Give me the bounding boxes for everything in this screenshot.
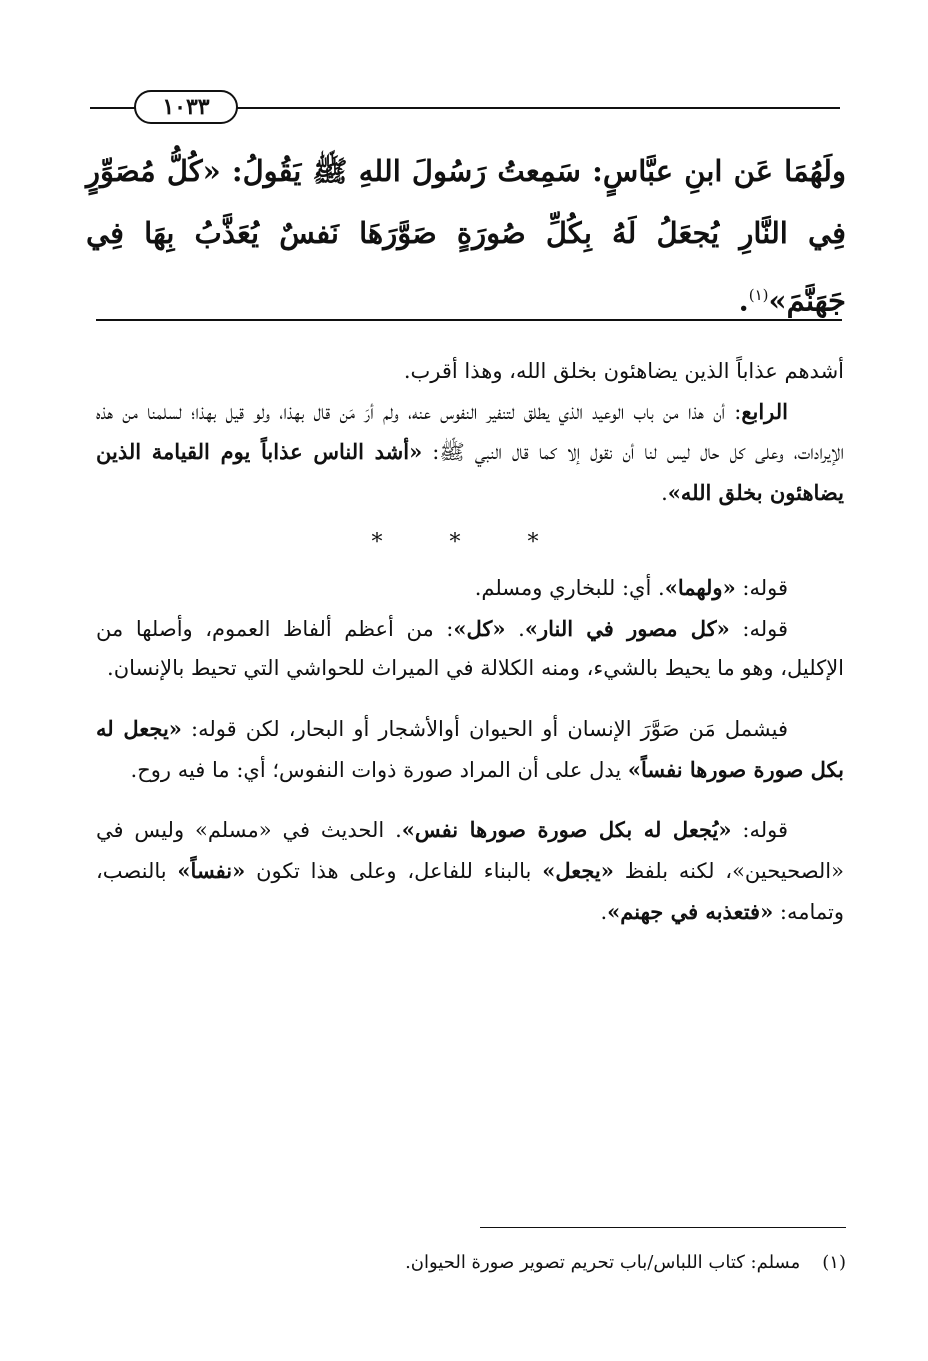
- paragraph-4-label: قوله:: [729, 616, 789, 641]
- section-separator: * * *: [371, 529, 569, 555]
- paragraph-6-quote-1: «يُجعل له بكل صورة صورها نفس»: [401, 817, 732, 843]
- paragraph-5-text-2: يدل على أن المراد صورة ذوات النفوس؛ أي: ما فيه روح.: [130, 757, 628, 782]
- page-header: [90, 88, 840, 128]
- hadith-text: [86, 140, 846, 332]
- header-rule-right: [236, 107, 840, 109]
- paragraph-3-text: . أي: للبخاري ومسلم.: [474, 575, 665, 600]
- paragraph-3: [96, 568, 844, 609]
- paragraph-3-label: قوله:: [735, 575, 788, 600]
- commentary-body: [96, 352, 844, 932]
- footnote-text: مسلم: كتاب اللباس/باب تحريم تصوير صورة الحيوان.: [405, 1252, 801, 1273]
- paragraph-2-text: : أن هذا من باب الوعيد الذي يطلق لتنفير النفوس عنه، ولم أرَ مَن قال بهذا، ولو قيل بهذا؛ لسلمنا من هذه الإيرادات، وعلى كل حال ليس لنا أن نقول إلا كما قال النبي ﷺ:: [96, 399, 845, 465]
- paragraph-6: [96, 810, 844, 932]
- paragraph-6-text-2: بالبناء للفاعل، وعلى هذا تكون: [245, 859, 543, 884]
- paragraph-3-quote: «ولهما»: [664, 574, 736, 600]
- hadith-end: .: [738, 283, 749, 318]
- paragraph-4-text: : من أعظم ألفاظ العموم، وأصلها من الإكليل، وهو ما يحيط بالشيء، ومنه الكلالة في الميراث للحواشي التي تحيط بالإنسان.: [96, 616, 844, 681]
- paragraph-5-text-1: فيشمل مَن صَوَّرَ الإنسان أو الحيوان أوالأشجار أو البحار، لكن قوله:: [181, 716, 788, 741]
- header-rule-left: [90, 107, 136, 109]
- paragraph-5-quote: «يجعل له بكل صورة صورها نفساً»: [96, 715, 844, 782]
- paragraph-2-quote: «أشد الناس عذاباً يوم القيامة الذين يضاهئون بخلق الله»: [96, 439, 844, 506]
- paragraph-2: [96, 392, 844, 514]
- paragraph-4-mid: .: [505, 616, 525, 641]
- paragraph-4-quote-1: «كل مصور في النار»: [524, 615, 730, 641]
- paragraph-5: [96, 709, 844, 790]
- paragraph-4-quote-2: «كل»: [453, 615, 506, 641]
- footnote-number: (١): [822, 1252, 846, 1273]
- paragraph-4: [96, 609, 844, 689]
- paragraph-2-end: .: [661, 481, 668, 506]
- page-number: ١٠٣٣: [134, 90, 238, 124]
- paragraph-6-quote-4: «فتعذبه في جهنم»: [607, 898, 774, 924]
- hadith-quote: «كُلُّ مُصَوِّرٍ فِي النَّارِ يُجعَلُ لَهُ بِكُلِّ صُورَةٍ صَوَّرَهَا نَفسٌ يُعَذَّبُ بِهَا فِي جَهَنَّمَ»: [86, 154, 846, 318]
- paragraph-6-quote-2: «يجعل»: [542, 858, 614, 884]
- footnote-marker[interactable]: (١): [748, 286, 769, 304]
- paragraph-6-text-3: بالنصب، وتمامه:: [96, 859, 844, 924]
- hadith-intro: ولَهُمَا عَن ابنِ عبَّاسٍ: سَمِعتُ رَسُولَ اللهِ ﷺ يَقُولُ:: [220, 154, 846, 188]
- section-divider: [96, 319, 842, 321]
- paragraph-6-quote-3: «نفساً»: [177, 858, 246, 884]
- paragraph-6-label: قوله:: [731, 818, 788, 843]
- paragraph-6-text-1: . الحديث في «مسلم» وليس في «الصحيحين»، لكنه بلفظ: [96, 818, 844, 884]
- footnote-rule: [480, 1227, 846, 1228]
- paragraph-6-end: .: [600, 899, 608, 924]
- paragraph-2-label: الرابع: [741, 398, 788, 424]
- footnote: [326, 1252, 846, 1273]
- paragraph-1: أشدهم عذاباً الذين يضاهئون بخلق الله، وهذا أقرب.: [403, 359, 844, 383]
